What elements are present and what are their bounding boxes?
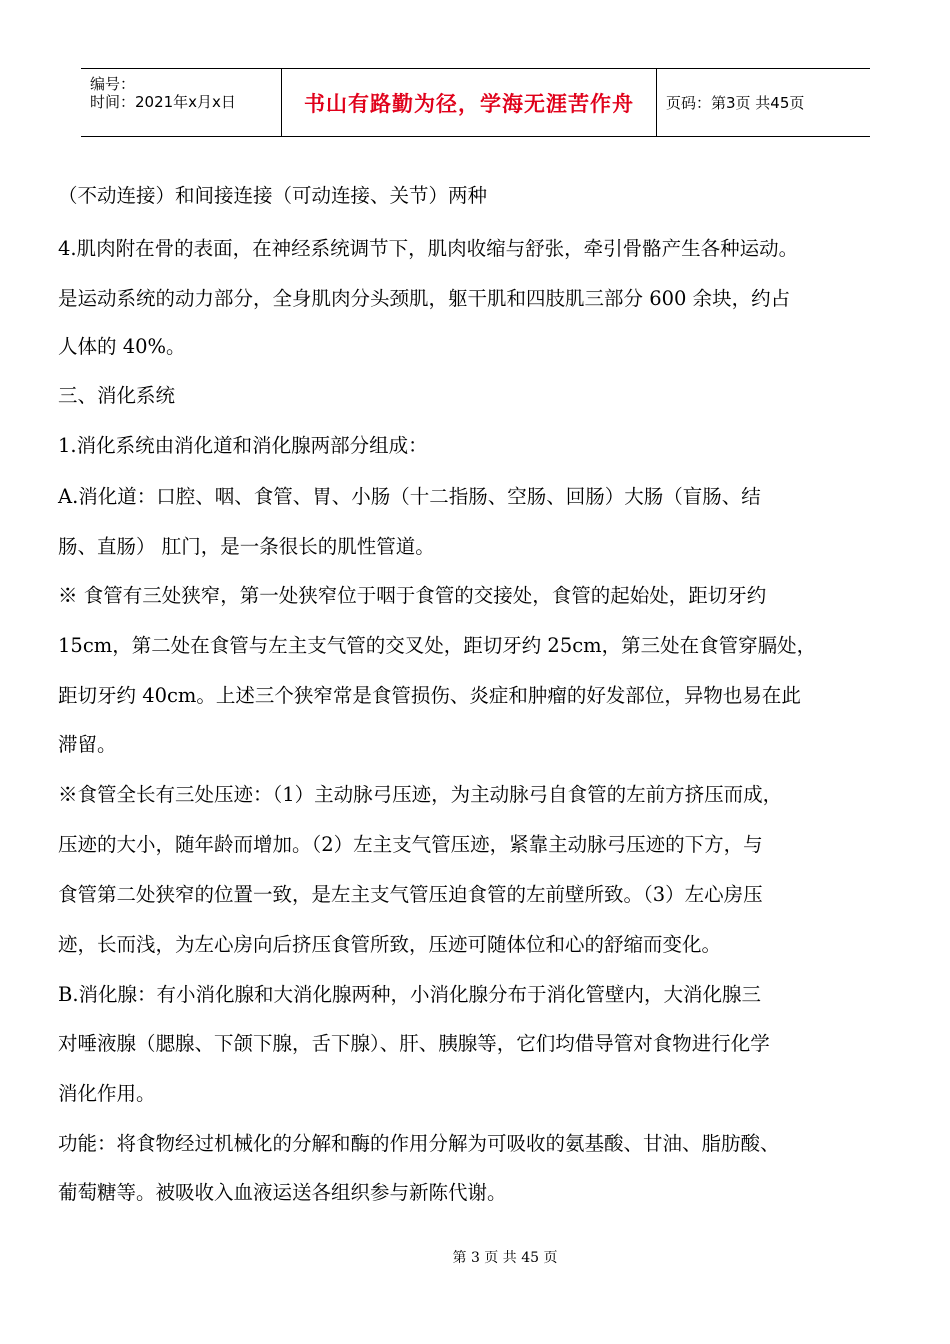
document-number-label: 编号： <box>90 75 136 93</box>
body-line: 1.消化系统由消化道和消化腺两部分组成： <box>58 434 428 457</box>
body-line: ※食管全长有三处压迹：（1）主动脉弓压迹，为主动脉弓自食管的左前方挤压而成， <box>58 783 783 806</box>
body-line: 人体的 40%。 <box>58 335 186 358</box>
header-page-info: 页码：第3页 共45页 <box>666 94 805 112</box>
body-line: 消化作用。 <box>58 1082 156 1105</box>
body-line: 迹，长而浅，为左心房向后挤压食管所致，压迹可随体位和心的舒缩而变化。 <box>58 933 722 956</box>
body-line: B.消化腺：有小消化腺和大消化腺两种，小消化腺分布于消化管壁内，大消化腺三 <box>58 983 762 1006</box>
body-line: 滞留。 <box>58 733 117 756</box>
body-line: 15cm，第二处在食管与左主支气管的交叉处，距切牙约 25cm，第三处在食管穿膈处， <box>58 634 817 657</box>
body-line: ※ 食管有三处狭窄，第一处狭窄位于咽于食管的交接处，食管的起始处，距切牙约 <box>58 584 767 607</box>
header-motto: 书山有路勤为径，学海无涯苦作舟 <box>304 91 634 116</box>
body-line: 是运动系统的动力部分，全身肌肉分头颈肌，躯干肌和四肢肌三部分 600 余块，约占 <box>58 287 791 310</box>
body-line: 功能：将食物经过机械化的分解和酶的作用分解为可吸收的氨基酸、甘油、脂肪酸、 <box>58 1132 780 1155</box>
document-date-label: 时间：2021年x月x日 <box>90 93 236 111</box>
body-line: 距切牙约 40cm。上述三个狭窄常是食管损伤、炎症和肿瘤的好发部位，异物也易在此 <box>58 684 801 707</box>
body-line: 肠、直肠） 肛门，是一条很长的肌性管道。 <box>58 535 435 558</box>
body-line: （不动连接）和间接连接（可动连接、关节）两种 <box>58 184 488 207</box>
header-page-cell <box>655 69 870 136</box>
body-line: 压迹的大小，随年龄而增加。（2）左主支气管压迹，紧靠主动脉弓压迹的下方，与 <box>58 833 763 856</box>
page-footer: 第 3 页 共 45 页 <box>452 1250 558 1266</box>
header-left-cell <box>81 69 281 136</box>
body-line: 食管第二处狭窄的位置一致，是左主支气管压迫食管的左前壁所致。（3）左心房压 <box>58 883 763 906</box>
page-header <box>81 68 870 137</box>
body-line: 葡萄糖等。被吸收入血液运送各组织参与新陈代谢。 <box>58 1181 507 1204</box>
body-line: 对唾液腺（腮腺、下颌下腺，舌下腺）、肝、胰腺等，它们均借导管对食物进行化学 <box>58 1032 770 1055</box>
body-line: A.消化道：口腔、咽、食管、胃、小肠（十二指肠、空肠、回肠）大肠（盲肠、结 <box>58 485 761 508</box>
header-motto-cell <box>281 69 657 136</box>
body-line: 4.肌肉附在骨的表面，在神经系统调节下，肌肉收缩与舒张，牵引骨骼产生各种运动。 <box>58 237 799 260</box>
section-heading: 三、消化系统 <box>58 384 176 407</box>
